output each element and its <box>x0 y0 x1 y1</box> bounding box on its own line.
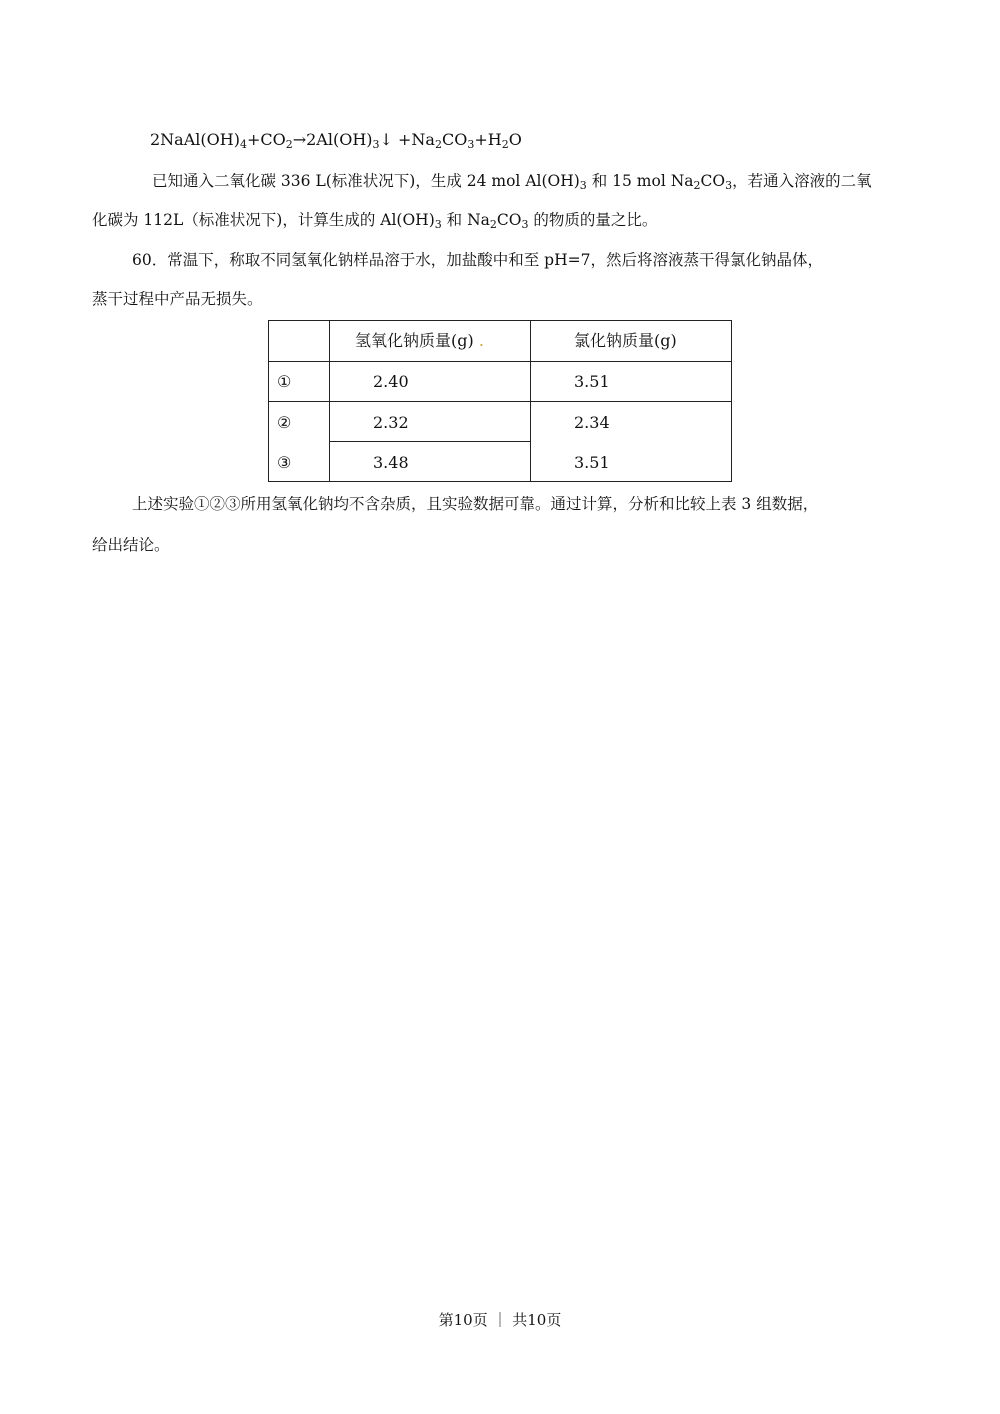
page-footer: 第10页 ｜ 共10页 <box>438 1311 562 1329</box>
conclusion-line2: 给出结论。 <box>92 536 170 554</box>
table-cell-naoh: 2.32 <box>373 413 409 432</box>
header-mark: . <box>478 331 484 350</box>
subscript: 3 <box>521 218 529 231</box>
subscript: 3 <box>725 179 733 192</box>
table-row-label: ① <box>277 372 292 391</box>
text-run: ，若通入溶液的二氧 <box>732 172 872 190</box>
text-run: 和 15 mol Na <box>586 172 694 190</box>
eq-part: +CO <box>246 130 286 149</box>
table-cell-nacl: 2.34 <box>574 413 610 432</box>
table-divider <box>269 361 731 362</box>
reaction-equation <box>150 130 522 150</box>
text-run: 和 Na <box>441 211 490 229</box>
table-header-nacl: 氯化钠质量(g) <box>574 331 677 350</box>
question60-line2: 蒸干过程中产品无损失。 <box>92 290 263 308</box>
paragraph1-line1 <box>152 171 872 191</box>
table-divider <box>269 401 731 402</box>
header-text: 氢氧化钠质量(g) <box>355 331 474 350</box>
data-table <box>268 320 732 482</box>
conclusion-line1: 上述实验①②③所用氢氧化钠均不含杂质，且实验数据可靠。通过计算，分析和比较上表 3 组数据， <box>132 495 819 513</box>
subscript: 2 <box>693 179 701 192</box>
eq-part: ↓ +Na <box>379 130 435 149</box>
eq-subscript: 3 <box>467 138 475 151</box>
text-run: 已知通入二氧化碳 336 L(标准状况下)，生成 24 mol Al(OH) <box>152 172 580 190</box>
eq-part: 2NaAl(OH) <box>150 130 240 149</box>
eq-subscript: 2 <box>434 138 442 151</box>
eq-subscript: 3 <box>372 138 380 151</box>
text-run: CO <box>700 172 726 190</box>
eq-part: →2Al(OH) <box>292 130 373 149</box>
paragraph1-line2 <box>92 210 657 230</box>
table-cell-nacl: 3.51 <box>574 372 610 391</box>
text-run: 化碳为 112L（标准状况下)，计算生成的 Al(OH) <box>92 211 435 229</box>
eq-subscript: 2 <box>285 138 293 151</box>
eq-part: +H <box>474 130 502 149</box>
eq-part: O <box>508 130 522 149</box>
table-cell-naoh: 3.48 <box>373 453 409 472</box>
table-row-label: ③ <box>277 453 292 472</box>
question60-line1: 60．常温下，称取不同氢氧化钠样品溶于水，加盐酸中和至 pH=7，然后将溶液蒸干得氯化钠晶体， <box>132 251 823 269</box>
table-divider <box>329 441 531 442</box>
table-row-label: ② <box>277 413 292 432</box>
subscript: 2 <box>489 218 497 231</box>
subscript: 3 <box>579 179 587 192</box>
text-run: CO <box>496 211 522 229</box>
table-cell-nacl: 3.51 <box>574 453 610 472</box>
subscript: 3 <box>434 218 442 231</box>
text-run: 的物质的量之比。 <box>528 211 658 229</box>
eq-subscript: 4 <box>239 138 247 151</box>
eq-subscript: 2 <box>501 138 509 151</box>
table-cell-naoh: 2.40 <box>373 372 409 391</box>
eq-part: CO <box>441 130 468 149</box>
table-header-naoh <box>355 331 484 351</box>
